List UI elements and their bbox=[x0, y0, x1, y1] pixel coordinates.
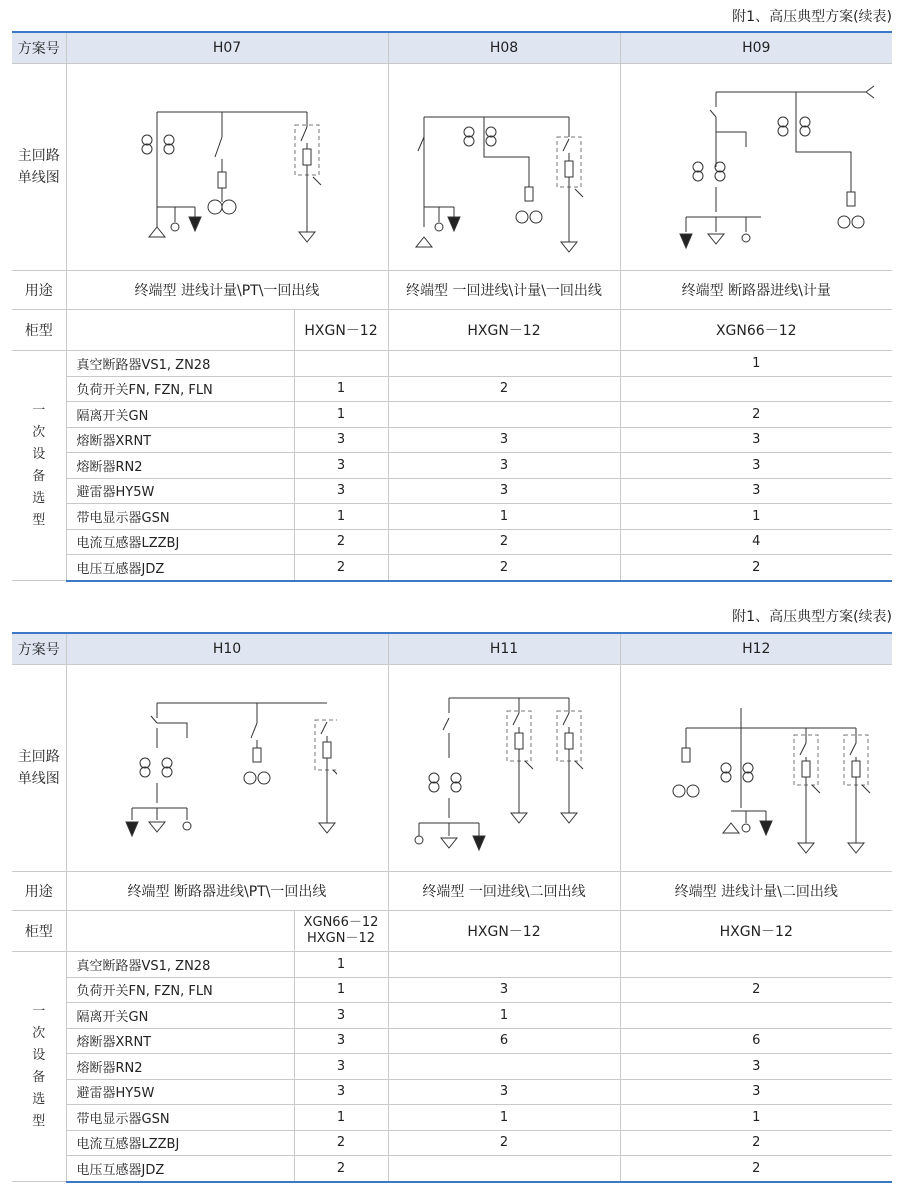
equipment-value: 1 bbox=[388, 1003, 620, 1029]
equipment-value: 2 bbox=[294, 529, 388, 555]
equipment-value: 2 bbox=[294, 1130, 388, 1156]
equipment-value bbox=[620, 1003, 892, 1029]
scheme-label: 方案号 bbox=[12, 32, 66, 64]
equipment-value: 6 bbox=[388, 1028, 620, 1054]
cabinet-cell bbox=[294, 911, 388, 952]
scheme-header: H08 bbox=[388, 32, 620, 64]
equipment-name: 带电显示器GSN bbox=[66, 1105, 294, 1131]
equipment-name: 电压互感器JDZ bbox=[66, 1156, 294, 1182]
diagram-H10 bbox=[66, 665, 388, 872]
equipment-name: 隔离开关GN bbox=[66, 402, 294, 428]
scheme-table-1 bbox=[12, 31, 892, 582]
equipment-value: 3 bbox=[620, 1079, 892, 1105]
equipment-name: 负荷开关FN, FZN, FLN bbox=[66, 376, 294, 402]
equipment-value bbox=[294, 351, 388, 377]
equipment-name: 真空断路器VS1, ZN28 bbox=[66, 952, 294, 978]
equipment-name: 熔断器XRNT bbox=[66, 1028, 294, 1054]
equipment-name: 电流互感器LZZBJ bbox=[66, 529, 294, 555]
equipment-value: 2 bbox=[620, 1156, 892, 1182]
equipment-name: 电压互感器JDZ bbox=[66, 555, 294, 581]
equipment-value: 3 bbox=[294, 427, 388, 453]
equipment-name: 真空断路器VS1, ZN28 bbox=[66, 351, 294, 377]
equipment-value: 3 bbox=[294, 453, 388, 479]
equipment-name: 熔断器RN2 bbox=[66, 453, 294, 479]
equipment-value: 1 bbox=[294, 977, 388, 1003]
diagram-H11 bbox=[388, 665, 620, 872]
scheme-table-2 bbox=[12, 632, 892, 1183]
cabinet-cell: HXGN－12 bbox=[294, 310, 388, 351]
equipment-value: 3 bbox=[388, 1079, 620, 1105]
equipment-value: 3 bbox=[620, 453, 892, 479]
equipment-label: 一次设备选型 bbox=[12, 351, 66, 581]
equipment-value: 2 bbox=[620, 1130, 892, 1156]
diagram-label: 主回路单线图 bbox=[12, 665, 66, 872]
diagram-label: 主回路单线图 bbox=[12, 64, 66, 271]
equipment-name: 负荷开关FN, FZN, FLN bbox=[66, 977, 294, 1003]
scheme-header: H09 bbox=[620, 32, 892, 64]
equipment-value: 1 bbox=[294, 952, 388, 978]
equipment-value bbox=[388, 1156, 620, 1182]
equipment-value: 2 bbox=[388, 376, 620, 402]
equipment-value: 2 bbox=[620, 402, 892, 428]
scheme-label: 方案号 bbox=[12, 633, 66, 665]
equipment-name: 熔断器RN2 bbox=[66, 1054, 294, 1080]
cabinet-line: HXGN－12 bbox=[306, 931, 376, 946]
equipment-value bbox=[620, 952, 892, 978]
use-cell: 终端型 断路器进线\PT\一回出线 bbox=[66, 872, 388, 911]
equipment-value: 1 bbox=[294, 1105, 388, 1131]
equipment-value: 2 bbox=[388, 529, 620, 555]
equipment-value: 1 bbox=[620, 504, 892, 530]
equipment-name: 带电显示器GSN bbox=[66, 504, 294, 530]
cabinet-label: 柜型 bbox=[12, 310, 66, 351]
equipment-value: 3 bbox=[294, 1028, 388, 1054]
use-label: 用途 bbox=[12, 271, 66, 310]
equipment-value: 3 bbox=[388, 478, 620, 504]
diagram-H12 bbox=[620, 665, 892, 872]
equipment-value: 1 bbox=[388, 1105, 620, 1131]
equipment-value: 3 bbox=[294, 1003, 388, 1029]
use-cell: 终端型 断路器进线\计量 bbox=[620, 271, 892, 310]
scheme-header: H07 bbox=[66, 32, 388, 64]
cabinet-cell: HXGN－12 bbox=[388, 310, 620, 351]
equipment-value: 2 bbox=[388, 555, 620, 581]
equipment-value: 2 bbox=[294, 555, 388, 581]
diagram-H07 bbox=[66, 64, 388, 271]
equipment-value: 3 bbox=[294, 1054, 388, 1080]
diagram-H09 bbox=[620, 64, 892, 271]
equipment-value: 3 bbox=[388, 977, 620, 1003]
equipment-name: 避雷器HY5W bbox=[66, 478, 294, 504]
equipment-value bbox=[388, 351, 620, 377]
cabinet-label: 柜型 bbox=[12, 911, 66, 952]
diagram-H08 bbox=[388, 64, 620, 271]
equipment-value: 6 bbox=[620, 1028, 892, 1054]
equipment-value: 1 bbox=[620, 1105, 892, 1131]
equipment-value: 3 bbox=[620, 478, 892, 504]
single-line-diagram bbox=[394, 77, 614, 257]
use-cell: 终端型 一回进线\二回出线 bbox=[388, 872, 620, 911]
equipment-value: 1 bbox=[294, 402, 388, 428]
equipment-value: 2 bbox=[620, 977, 892, 1003]
scheme-header: H12 bbox=[620, 633, 892, 665]
table-caption: 附1、高压典型方案(续表) bbox=[732, 9, 892, 25]
cabinet-cell: HXGN－12 bbox=[388, 911, 620, 952]
single-line-diagram bbox=[626, 72, 886, 262]
equipment-value: 1 bbox=[620, 351, 892, 377]
scheme-header: H11 bbox=[388, 633, 620, 665]
cabinet-line: XGN66－12 bbox=[303, 915, 379, 930]
single-line-diagram bbox=[626, 673, 886, 863]
table-caption: 附1、高压典型方案(续表) bbox=[732, 609, 892, 625]
equipment-value: 1 bbox=[388, 504, 620, 530]
single-line-diagram bbox=[117, 77, 337, 257]
use-cell: 终端型 进线计量\二回出线 bbox=[620, 872, 892, 911]
equipment-value: 4 bbox=[620, 529, 892, 555]
equipment-value bbox=[388, 952, 620, 978]
equipment-name: 隔离开关GN bbox=[66, 1003, 294, 1029]
equipment-value: 2 bbox=[620, 555, 892, 581]
equipment-name: 电流互感器LZZBJ bbox=[66, 1130, 294, 1156]
cabinet-cell: XGN66－12 bbox=[620, 310, 892, 351]
equipment-name: 熔断器XRNT bbox=[66, 427, 294, 453]
equipment-label: 一次设备选型 bbox=[12, 952, 66, 1182]
use-cell: 终端型 一回进线\计量\一回出线 bbox=[388, 271, 620, 310]
scheme-header: H10 bbox=[66, 633, 388, 665]
cabinet-cell: HXGN－12 bbox=[620, 911, 892, 952]
equipment-name: 避雷器HY5W bbox=[66, 1079, 294, 1105]
equipment-value: 3 bbox=[620, 427, 892, 453]
single-line-diagram bbox=[117, 678, 337, 858]
equipment-value: 3 bbox=[620, 1054, 892, 1080]
equipment-value: 1 bbox=[294, 504, 388, 530]
equipment-value bbox=[388, 1054, 620, 1080]
equipment-value: 3 bbox=[388, 427, 620, 453]
equipment-value bbox=[620, 376, 892, 402]
single-line-diagram bbox=[394, 678, 614, 858]
equipment-value: 1 bbox=[294, 376, 388, 402]
equipment-value: 3 bbox=[294, 478, 388, 504]
equipment-value bbox=[388, 402, 620, 428]
equipment-value: 3 bbox=[388, 453, 620, 479]
use-label: 用途 bbox=[12, 872, 66, 911]
equipment-value: 2 bbox=[388, 1130, 620, 1156]
equipment-value: 2 bbox=[294, 1156, 388, 1182]
equipment-value: 3 bbox=[294, 1079, 388, 1105]
use-cell: 终端型 进线计量\PT\一回出线 bbox=[66, 271, 388, 310]
